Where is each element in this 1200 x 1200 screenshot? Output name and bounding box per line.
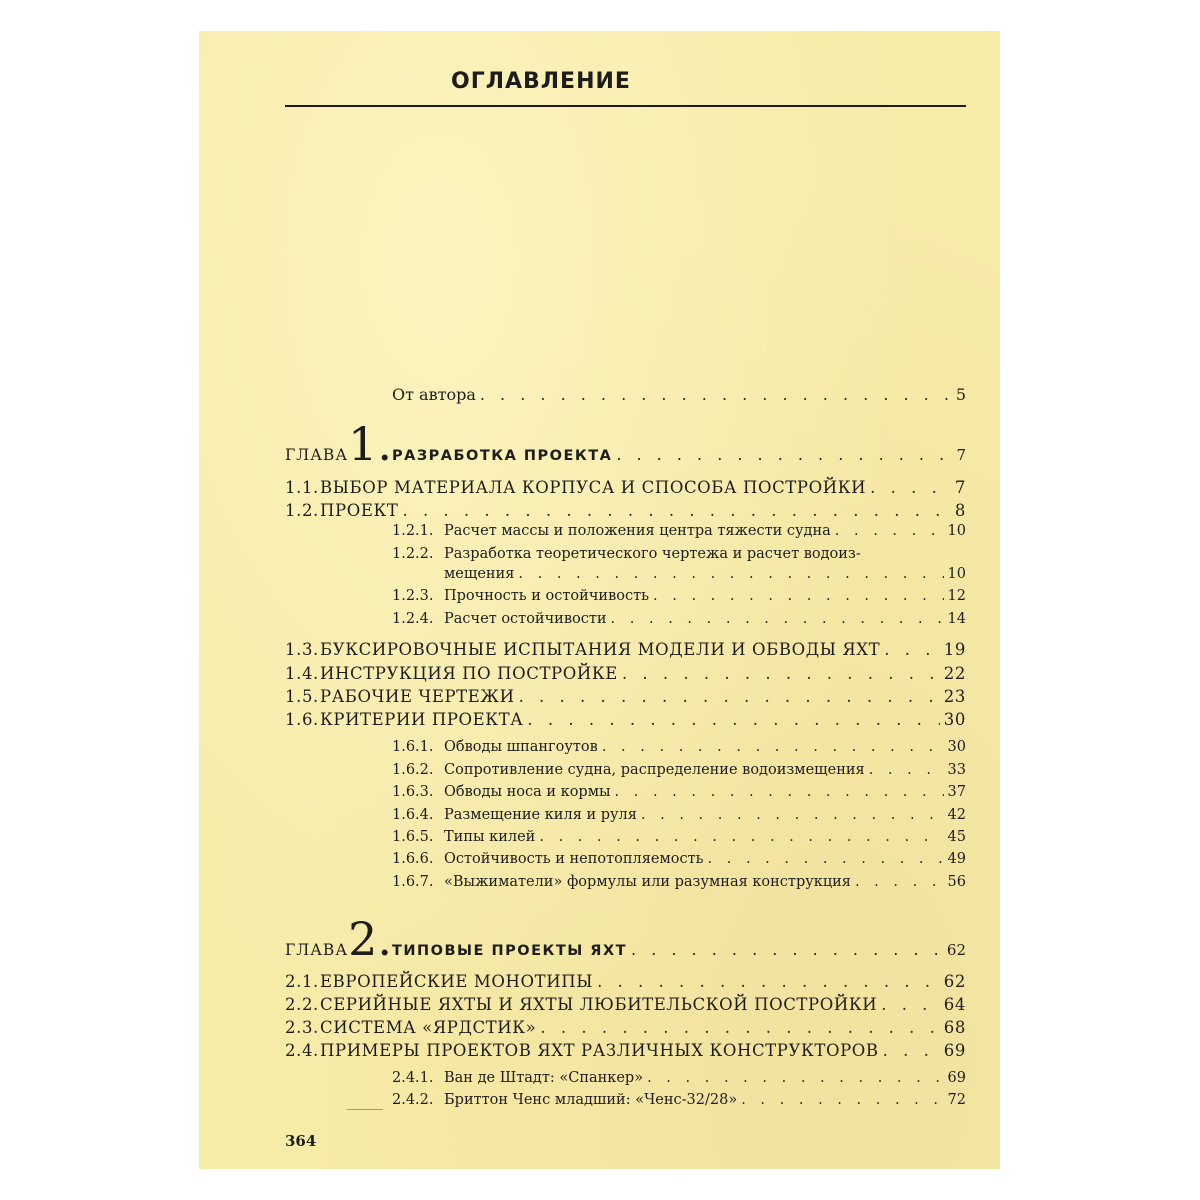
- toc-entry-number: 1.6.: [285, 710, 319, 729]
- toc-entry: [285, 972, 966, 991]
- toc-entry-text: СИСТЕМА «ЯРДСТИК»: [320, 1018, 537, 1037]
- leader-dots: [855, 874, 944, 890]
- toc-entry: [392, 874, 966, 890]
- toc-entry-number: 1.2.2.: [392, 546, 434, 562]
- leader-dots: [597, 972, 940, 991]
- leader-dots: [741, 1092, 943, 1108]
- leader-dots: [883, 1041, 940, 1060]
- toc-entry-number: 2.4.: [285, 1041, 319, 1060]
- toc-entry-text: БУКСИРОВОЧНЫЕ ИСПЫТАНИЯ МОДЕЛИ И ОБВОДЫ ЯХТ: [320, 640, 881, 659]
- toc-entry-page: 10: [947, 523, 966, 539]
- toc-entry-text: «Выжиматели» формулы или разумная конструкция: [444, 874, 851, 890]
- leader-dots: [519, 687, 940, 706]
- toc-entry-page: 45: [947, 829, 966, 845]
- toc-entry-page: 56: [947, 874, 966, 890]
- toc-entry: [285, 664, 966, 683]
- leader-dots: [539, 829, 943, 845]
- toc-entry-text: Остойчивость и непотопляемость: [444, 851, 704, 867]
- toc-entry-text: ИНСТРУКЦИЯ ПО ПОСТРОЙКЕ: [320, 664, 618, 683]
- toc-entry-number: 2.4.2.: [392, 1092, 434, 1108]
- toc-entry: [392, 762, 966, 778]
- toc-entry-page: 22: [943, 664, 966, 683]
- toc-entry-text: Расчет остойчивости: [444, 611, 607, 627]
- leader-dots: [653, 588, 944, 604]
- toc-entry: [285, 687, 966, 706]
- toc-entry-page: 7: [954, 478, 966, 497]
- toc-entry-number: 2.4.1.: [392, 1070, 434, 1086]
- chapter-page: 7: [956, 446, 966, 464]
- book-page: [199, 31, 1000, 1169]
- toc-entry-number: 1.6.1.: [392, 739, 434, 755]
- toc-entry-number: 2.1.: [285, 972, 319, 991]
- toc-entry-text: Обводы шпангоутов: [444, 739, 598, 755]
- toc-entry-number: 1.3.: [285, 640, 319, 659]
- toc-entry-text: ВЫБОР МАТЕРИАЛА КОРПУСА И СПОСОБА ПОСТРОЙКИ: [320, 478, 867, 497]
- toc-entry-page: 12: [947, 588, 966, 604]
- leader-dots: [647, 1070, 943, 1086]
- toc-entry-page: 19: [943, 640, 966, 659]
- chapter-label: ГЛАВА: [285, 446, 349, 464]
- title-rule: [285, 105, 966, 107]
- toc-entry-text: СЕРИЙНЫЕ ЯХТЫ И ЯХТЫ ЛЮБИТЕЛЬСКОЙ ПОСТРОЙКИ: [320, 995, 878, 1014]
- chapter-title: РАЗРАБОТКА ПРОЕКТА: [391, 448, 613, 464]
- toc-entry: [285, 501, 966, 520]
- chapter-number: 1.: [348, 417, 392, 471]
- toc-entry-page: 33: [947, 762, 966, 778]
- toc-entry: [285, 640, 966, 659]
- toc-entry-text: РАБОЧИЕ ЧЕРТЕЖИ: [320, 687, 515, 706]
- leader-dots: [631, 940, 943, 959]
- toc-entry-number: 1.2.: [285, 501, 319, 520]
- toc-entry-page: 23: [943, 687, 966, 706]
- toc-entry-text: Бриттон Ченс младший: «Ченс-32/28»: [444, 1092, 738, 1108]
- toc-entry-page: 49: [947, 851, 966, 867]
- toc-entry-page: 30: [943, 710, 966, 729]
- toc-entry-number: 1.6.2.: [392, 762, 434, 778]
- chapter-number: 2.: [348, 912, 392, 966]
- toc-entry-page: 5: [955, 385, 966, 404]
- leader-dots: [869, 762, 944, 778]
- chapter-label: ГЛАВА: [285, 941, 349, 959]
- toc-entry-text: Расчет массы и положения центра тяжести судна: [444, 523, 831, 539]
- toc-entry-preface: [392, 385, 966, 404]
- toc-entry: [392, 1070, 966, 1086]
- toc-entry-continuation: [444, 566, 966, 582]
- toc-entry: [285, 1041, 966, 1060]
- toc-entry-text: Прочность и остойчивость: [444, 588, 650, 604]
- toc-entry-text: Ван де Штадт: «Спанкер»: [444, 1070, 644, 1086]
- toc-entry-text: Обводы носа и кормы: [444, 784, 611, 800]
- leader-dots: [540, 1018, 939, 1037]
- toc-entry: [285, 995, 966, 1014]
- toc-entry: [392, 546, 966, 562]
- leader-dots: [870, 478, 951, 497]
- toc-entry: [285, 710, 966, 729]
- toc-entry-text: ЕВРОПЕЙСКИЕ МОНОТИПЫ: [320, 972, 594, 991]
- toc-entry: [392, 739, 966, 755]
- toc-entry-number: 1.2.1.: [392, 523, 434, 539]
- toc-entry-number: 2.3.: [285, 1018, 319, 1037]
- toc-entry-page: 10: [947, 566, 966, 582]
- toc-entry-text: КРИТЕРИИ ПРОЕКТА: [320, 710, 524, 729]
- toc-entry-text: Размещение киля и руля: [444, 807, 637, 823]
- toc-entry-page: 37: [947, 784, 966, 800]
- toc-entry-number: 1.5.: [285, 687, 319, 706]
- toc-entry-text: Сопротивление судна, распределение водоизмещения: [444, 762, 865, 778]
- toc-entry-text: мещения: [444, 566, 515, 582]
- chapter-title: ТИПОВЫЕ ПРОЕКТЫ ЯХТ: [391, 943, 628, 959]
- toc-entry-number: 1.6.5.: [392, 829, 434, 845]
- toc-entry-page: 30: [947, 739, 966, 755]
- leader-dots: [527, 710, 939, 729]
- leader-dots: [884, 640, 940, 659]
- toc-entry-number: 1.6.3.: [392, 784, 434, 800]
- toc-entry-text: Разработка теоретического чертежа и расчет водоиз-: [444, 546, 861, 562]
- toc-entry: [392, 1092, 966, 1108]
- toc-entry-number: 2.2.: [285, 995, 319, 1014]
- toc-entry-text: ПРОЕКТ: [320, 501, 399, 520]
- toc-entry-page: 62: [943, 972, 966, 991]
- toc-entry-number: 1.4.: [285, 664, 319, 683]
- leader-dots: [402, 501, 950, 520]
- toc-entry-page: 64: [943, 995, 966, 1014]
- page-number: 364: [285, 1132, 317, 1150]
- toc-entry: [392, 784, 966, 800]
- leader-dots: [611, 611, 944, 627]
- print-mark: [347, 1109, 383, 1110]
- toc-entry-text: Типы килей: [444, 829, 536, 845]
- toc-entry-page: 42: [947, 807, 966, 823]
- toc-entry: [285, 478, 966, 497]
- chapter-page: 62: [946, 941, 966, 959]
- toc-entry-number: 1.6.7.: [392, 874, 434, 890]
- toc-entry: [392, 523, 966, 539]
- toc-entry-page: 68: [943, 1018, 966, 1037]
- leader-dots: [622, 664, 940, 683]
- leader-dots: [615, 784, 944, 800]
- toc-entry-page: 14: [947, 611, 966, 627]
- toc-entry-number: 1.2.3.: [392, 588, 434, 604]
- toc-entry-page: 72: [947, 1092, 966, 1108]
- leader-dots: [641, 807, 944, 823]
- page-title: ОГЛАВЛЕНИЕ: [451, 69, 631, 94]
- chapter-heading-2: [285, 912, 966, 966]
- toc-entry-page: 69: [943, 1041, 966, 1060]
- leader-dots: [602, 739, 944, 755]
- toc-entry-page: 8: [954, 501, 966, 520]
- toc-entry-text: ПРИМЕРЫ ПРОЕКТОВ ЯХТ РАЗЛИЧНЫХ КОНСТРУКТОРОВ: [320, 1041, 879, 1060]
- chapter-heading-1: [285, 417, 966, 471]
- toc-entry: [285, 1018, 966, 1037]
- leader-dots: [616, 445, 952, 464]
- toc-entry-text: От автора: [392, 385, 476, 404]
- toc-entry: [392, 851, 966, 867]
- toc-entry-page: 69: [947, 1070, 966, 1086]
- toc-entry: [392, 611, 966, 627]
- toc-entry: [392, 807, 966, 823]
- leader-dots: [708, 851, 944, 867]
- toc-entry-number: 1.6.4.: [392, 807, 434, 823]
- toc-entry-number: 1.6.6.: [392, 851, 434, 867]
- leader-dots: [480, 385, 952, 404]
- toc-entry: [392, 588, 966, 604]
- toc-entry-number: 1.1.: [285, 478, 319, 497]
- leader-dots: [835, 523, 944, 539]
- toc-entry-number: 1.2.4.: [392, 611, 434, 627]
- leader-dots: [518, 566, 943, 582]
- toc-entry: [392, 829, 966, 845]
- leader-dots: [881, 995, 940, 1014]
